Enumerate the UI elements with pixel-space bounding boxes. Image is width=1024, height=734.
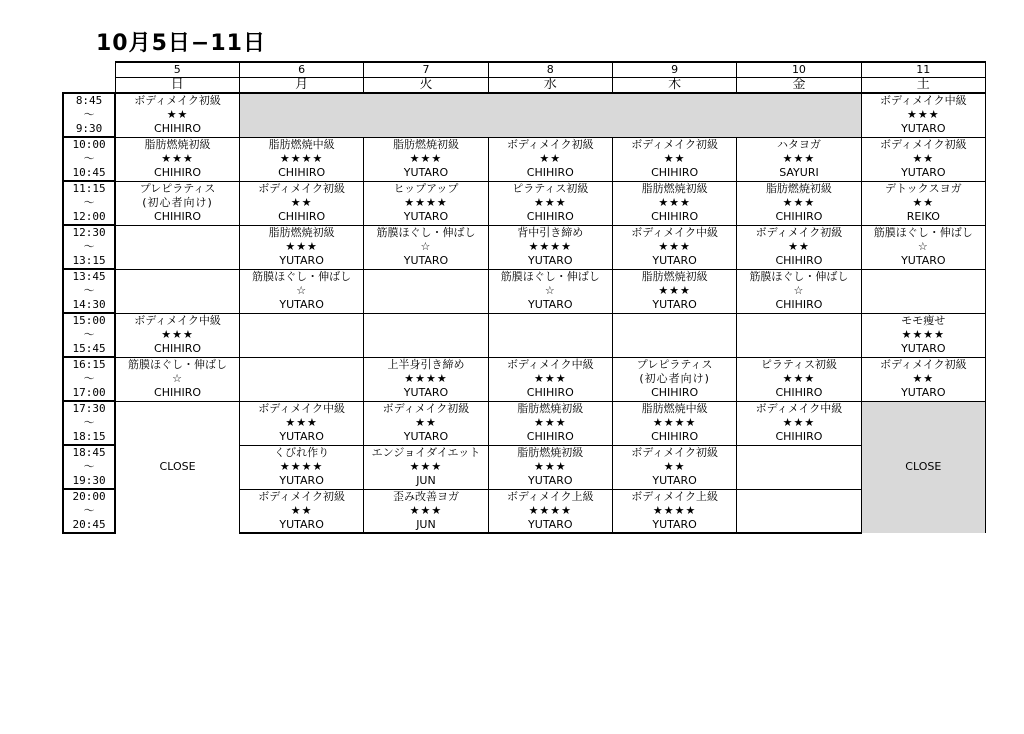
class-level-stars[interactable]: ★★★ [364,504,488,518]
class-level-stars[interactable]: ★★★ [488,196,612,210]
slot-time-separator: ～ [63,196,115,210]
empty-cell [612,313,736,328]
class-instructor[interactable]: YUTARO [239,298,363,313]
class-level-stars[interactable]: ☆ [861,240,985,254]
class-instructor[interactable]: CHIHIRO [737,210,861,225]
class-instructor[interactable]: YUTARO [364,166,488,181]
class-name[interactable]: ボディメイク中級 [239,401,363,416]
empty-cell [115,240,239,254]
slot-end-time: 10:45 [63,166,115,181]
class-instructor[interactable]: CHIHIRO [239,210,363,225]
slot-time-separator: ～ [63,372,115,386]
empty-cell [737,504,861,518]
slot-line [63,269,986,284]
class-name[interactable]: モモ痩せ [861,313,985,328]
class-instructor[interactable]: YUTARO [364,210,488,225]
empty-cell [115,254,239,269]
class-level-stars[interactable]: ★★ [488,152,612,166]
weekly-schedule-table [62,61,986,534]
class-instructor[interactable]: YUTARO [239,430,363,445]
class-name[interactable]: 脂肪燃焼初級 [115,137,239,152]
class-name[interactable]: くびれ作り [239,445,363,460]
class-instructor[interactable]: CHIHIRO [488,430,612,445]
class-instructor[interactable]: YUTARO [861,122,985,137]
class-level-stars[interactable]: ☆ [364,240,488,254]
slot-line [63,254,986,269]
day-weekday: 日 [115,78,239,94]
slot-line [63,401,986,416]
class-name[interactable]: 脂肪燃焼初級 [488,445,612,460]
slot-end-time: 12:00 [63,210,115,225]
class-instructor[interactable]: CHIHIRO [239,166,363,181]
header-corner [63,78,115,94]
slot-end-time: 9:30 [63,122,115,137]
class-instructor[interactable]: YUTARO [239,518,363,533]
class-level-stars[interactable]: ★★ [612,460,736,474]
class-instructor[interactable]: CHIHIRO [612,430,736,445]
class-name[interactable]: 背中引き締め [488,225,612,240]
slot-end-time: 17:00 [63,386,115,401]
slot-line [63,298,986,313]
slot-time-separator: ～ [63,416,115,430]
class-name[interactable]: 脂肪燃焼初級 [612,181,736,196]
empty-cell [239,372,363,386]
slot-line [63,166,986,181]
class-level-stars[interactable]: ★★★★ [239,460,363,474]
class-instructor[interactable]: YUTARO [239,254,363,269]
class-instructor[interactable]: YUTARO [612,298,736,313]
class-instructor[interactable]: CHIHIRO [115,210,239,225]
empty-cell [488,313,612,328]
class-level-stars[interactable]: (初心者向け) [612,372,736,386]
empty-cell [861,269,985,284]
class-instructor[interactable]: YUTARO [612,254,736,269]
class-name[interactable]: ボディメイク初級 [861,357,985,372]
day-date: 7 [364,62,488,78]
day-date: 9 [612,62,736,78]
class-instructor[interactable]: CHIHIRO [488,386,612,401]
class-instructor[interactable]: YUTARO [488,518,612,533]
class-name[interactable]: 上半身引き締め [364,357,488,372]
day-date: 8 [488,62,612,78]
class-instructor[interactable]: YUTARO [861,342,985,357]
empty-cell [239,386,363,401]
class-name[interactable]: ボディメイク初級 [364,401,488,416]
day-date: 6 [239,62,363,78]
class-instructor[interactable]: CHIHIRO [737,386,861,401]
class-instructor[interactable]: CHIHIRO [737,430,861,445]
slot-start-time: 8:45 [63,93,115,108]
class-level-stars[interactable]: ★★ [861,196,985,210]
class-instructor[interactable]: CHIHIRO [737,298,861,313]
class-name[interactable]: ハタヨガ [737,137,861,152]
class-level-stars[interactable]: ☆ [737,284,861,298]
class-instructor[interactable]: YUTARO [861,386,985,401]
empty-cell [488,328,612,342]
slot-end-time: 20:45 [63,518,115,533]
class-name[interactable]: ピラティス初級 [737,357,861,372]
empty-cell [737,460,861,474]
class-level-stars[interactable]: ★★★ [488,416,612,430]
class-level-stars[interactable]: ★★★ [488,460,612,474]
class-level-stars[interactable]: ☆ [115,372,239,386]
slot-start-time: 15:00 [63,313,115,328]
class-name[interactable]: 筋膜ほぐし・伸ばし [488,269,612,284]
class-name[interactable]: 脂肪燃焼初級 [612,269,736,284]
empty-cell [612,342,736,357]
empty-cell [115,225,239,240]
empty-cell [239,313,363,328]
class-name[interactable]: 筋膜ほぐし・伸ばし [364,225,488,240]
class-name[interactable]: 脂肪燃焼中級 [239,137,363,152]
day-weekday: 火 [364,78,488,94]
class-instructor[interactable]: YUTARO [364,430,488,445]
empty-cell [488,342,612,357]
class-level-stars[interactable]: (初心者向け) [115,196,239,210]
class-instructor[interactable]: YUTARO [364,386,488,401]
class-name[interactable]: 筋膜ほぐし・伸ばし [239,269,363,284]
header-corner [63,62,115,78]
day-weekday: 金 [737,78,861,94]
class-instructor[interactable]: CHIHIRO [115,386,239,401]
class-level-stars[interactable]: ★★★ [737,372,861,386]
class-name[interactable]: ボディメイク上級 [488,489,612,504]
class-level-stars[interactable]: ★★★ [612,240,736,254]
class-level-stars[interactable]: ★★★ [737,416,861,430]
empty-cell [364,269,488,284]
slot-end-time: 15:45 [63,342,115,357]
class-level-stars[interactable]: ★★ [861,372,985,386]
class-instructor[interactable]: CHIHIRO [115,342,239,357]
class-instructor[interactable]: YUTARO [488,254,612,269]
page-title: 10月5日−11日 [96,31,266,56]
class-level-stars[interactable]: ★★★ [115,152,239,166]
slot-start-time: 20:00 [63,489,115,504]
class-instructor[interactable]: SAYURI [737,166,861,181]
class-name[interactable]: 脂肪燃焼中級 [612,401,736,416]
class-level-stars[interactable]: ★★★ [364,460,488,474]
slot-end-time: 14:30 [63,298,115,313]
empty-cell [239,357,363,372]
class-level-stars[interactable]: ★★★★ [488,240,612,254]
date-header-row [63,62,986,78]
empty-cell [737,342,861,357]
closed-block [239,93,861,137]
slot-time-separator: ～ [63,240,115,254]
class-name[interactable]: プレピラティス [115,181,239,196]
class-name[interactable]: ボディメイク初級 [115,93,239,108]
class-level-stars[interactable]: ★★★★ [612,416,736,430]
class-name[interactable]: ボディメイク初級 [239,489,363,504]
empty-cell [861,284,985,298]
empty-cell [861,298,985,313]
class-level-stars[interactable]: ★★★ [861,108,985,122]
empty-cell [115,269,239,284]
empty-cell [737,489,861,504]
class-name[interactable]: デトックスヨガ [861,181,985,196]
class-name[interactable]: 脂肪燃焼初級 [488,401,612,416]
day-date: 5 [115,62,239,78]
empty-cell [364,313,488,328]
class-instructor[interactable]: YUTARO [612,518,736,533]
empty-cell [737,518,861,533]
class-level-stars[interactable]: ☆ [239,284,363,298]
slot-line [63,240,986,254]
empty-cell [239,328,363,342]
empty-cell [737,328,861,342]
class-level-stars[interactable]: ★★★ [737,196,861,210]
class-instructor[interactable]: CHIHIRO [612,210,736,225]
class-level-stars[interactable]: ★★★ [239,240,363,254]
class-level-stars[interactable]: ★★★ [364,152,488,166]
class-level-stars[interactable]: ★★★ [737,152,861,166]
class-name[interactable]: ボディメイク初級 [612,137,736,152]
class-name[interactable]: ボディメイク初級 [861,137,985,152]
class-instructor[interactable]: YUTARO [488,298,612,313]
class-name[interactable]: 筋膜ほぐし・伸ばし [737,269,861,284]
slot-start-time: 10:00 [63,137,115,152]
class-name[interactable]: 筋膜ほぐし・伸ばし [115,357,239,372]
slot-line [63,93,986,108]
day-weekday: 月 [239,78,363,94]
class-level-stars[interactable]: ★★★ [612,284,736,298]
class-name[interactable]: プレピラティス [612,357,736,372]
day-date: 11 [861,62,985,78]
class-name[interactable]: ボディメイク初級 [488,137,612,152]
empty-cell [364,328,488,342]
slot-line [63,328,986,342]
empty-cell [612,328,736,342]
empty-cell [364,342,488,357]
class-level-stars[interactable]: ★★★ [612,196,736,210]
class-name[interactable]: ボディメイク上級 [612,489,736,504]
empty-cell [737,474,861,489]
class-level-stars[interactable]: ★★★★ [364,196,488,210]
day-weekday: 土 [861,78,985,94]
slot-end-time: 13:15 [63,254,115,269]
class-name[interactable]: ボディメイク初級 [612,445,736,460]
slot-start-time: 18:45 [63,445,115,460]
class-instructor[interactable]: JUN [364,474,488,489]
class-level-stars[interactable]: ★★ [612,152,736,166]
class-name[interactable]: 脂肪燃焼初級 [737,181,861,196]
slot-line [63,372,986,386]
class-instructor[interactable]: YUTARO [488,474,612,489]
class-name[interactable]: 脂肪燃焼初級 [239,225,363,240]
class-instructor[interactable]: CHIHIRO [612,166,736,181]
slot-end-time: 18:15 [63,430,115,445]
day-weekday: 木 [612,78,736,94]
slot-line [63,342,986,357]
class-level-stars[interactable]: ★★ [239,196,363,210]
class-name[interactable]: 筋膜ほぐし・伸ばし [861,225,985,240]
slot-start-time: 12:30 [63,225,115,240]
class-instructor[interactable]: CHIHIRO [488,210,612,225]
class-name[interactable]: ヒップアップ [364,181,488,196]
class-name[interactable]: ボディメイク中級 [488,357,612,372]
class-name[interactable]: ピラティス初級 [488,181,612,196]
class-name[interactable]: ボディメイク中級 [612,225,736,240]
empty-cell [239,342,363,357]
slot-line [63,196,986,210]
slot-time-separator: ～ [63,328,115,342]
class-level-stars[interactable]: ★★★ [115,328,239,342]
day-weekday: 水 [488,78,612,94]
slot-time-separator: ～ [63,108,115,122]
class-level-stars[interactable]: ★★ [861,152,985,166]
class-level-stars[interactable]: ★★★★ [488,504,612,518]
slot-time-separator: ～ [63,284,115,298]
class-name[interactable]: エンジョイダイエット [364,445,488,460]
empty-cell [737,313,861,328]
class-name[interactable]: ボディメイク中級 [861,93,985,108]
slot-time-separator: ～ [63,504,115,518]
class-level-stars[interactable]: ★★★ [239,416,363,430]
class-level-stars[interactable]: ★★★★ [861,328,985,342]
class-level-stars[interactable]: ★★★★ [364,372,488,386]
empty-cell [737,445,861,460]
class-level-stars[interactable]: ☆ [488,284,612,298]
class-instructor[interactable]: YUTARO [861,166,985,181]
slot-start-time: 13:45 [63,269,115,284]
class-instructor[interactable]: YUTARO [364,254,488,269]
class-instructor[interactable]: YUTARO [861,254,985,269]
class-instructor[interactable]: CHIHIRO [488,166,612,181]
slot-time-separator: ～ [63,460,115,474]
slot-line [63,313,986,328]
close-label: CLOSE [861,401,985,533]
class-instructor[interactable]: CHIHIRO [612,386,736,401]
slot-line [63,210,986,225]
empty-cell [115,284,239,298]
slot-start-time: 11:15 [63,181,115,196]
class-instructor[interactable]: CHIHIRO [115,166,239,181]
empty-cell [115,298,239,313]
class-instructor[interactable]: CHIHIRO [737,254,861,269]
slot-time-separator: ～ [63,152,115,166]
slot-line [63,137,986,152]
close-label: CLOSE [115,401,239,533]
class-name[interactable]: 脂肪燃焼初級 [364,137,488,152]
class-instructor[interactable]: REIKO [861,210,985,225]
class-level-stars[interactable]: ★★ [737,240,861,254]
slot-line [63,386,986,401]
class-level-stars[interactable]: ★★★★ [239,152,363,166]
class-level-stars[interactable]: ★★ [239,504,363,518]
class-level-stars[interactable]: ★★★★ [612,504,736,518]
class-instructor[interactable]: JUN [364,518,488,533]
slot-line [63,284,986,298]
empty-cell [364,298,488,313]
class-instructor[interactable]: CHIHIRO [115,122,239,137]
slot-end-time: 19:30 [63,474,115,489]
class-level-stars[interactable]: ★★★ [488,372,612,386]
class-name[interactable]: ボディメイク初級 [737,225,861,240]
class-name[interactable]: 歪み改善ヨガ [364,489,488,504]
day-date: 10 [737,62,861,78]
class-level-stars[interactable]: ★★ [115,108,239,122]
class-name[interactable]: ボディメイク中級 [737,401,861,416]
slot-line [63,225,986,240]
slot-start-time: 17:30 [63,401,115,416]
class-name[interactable]: ボディメイク中級 [115,313,239,328]
class-name[interactable]: ボディメイク初級 [239,181,363,196]
weekday-header-row [63,78,986,94]
class-level-stars[interactable]: ★★ [364,416,488,430]
slot-line [63,357,986,372]
slot-start-time: 16:15 [63,357,115,372]
slot-line [63,181,986,196]
class-instructor[interactable]: YUTARO [612,474,736,489]
empty-cell [364,284,488,298]
class-instructor[interactable]: YUTARO [239,474,363,489]
slot-line [63,152,986,166]
